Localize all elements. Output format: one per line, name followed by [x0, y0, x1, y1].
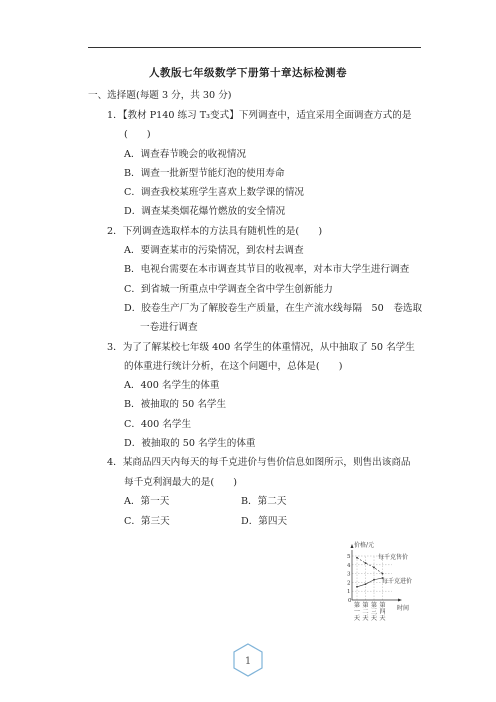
x-tick-label: 天 — [370, 615, 378, 623]
cost-price-legend: 每千克进价 — [382, 578, 413, 585]
data-point — [356, 557, 358, 559]
chart-series — [356, 557, 383, 588]
question-2-option-a: A．要调查某市的污染情况，到农村去调查 — [124, 245, 304, 256]
x-tick-label: 四 — [379, 608, 386, 616]
question-2-stem: 2．下列调查选取样本的方法具有随机性的是( ) — [107, 226, 323, 237]
question-2-option-b: B．电视台需要在本市调查其节目的收视率，对本市大学生进行调查 — [124, 264, 410, 275]
x-tick-label: 第 — [353, 602, 361, 609]
x-tick-label: 天 — [379, 615, 386, 623]
origin-label: 0 — [348, 598, 352, 604]
question-4-stem: 4．某商品四天内每天的每千克进价与售价信息如图所示，则售出该商品 — [107, 457, 411, 468]
sell-price-legend: 每千克售价 — [378, 554, 409, 561]
y-tick-label: 1 — [347, 589, 351, 596]
question-3-option-c: C．400 名学生 — [124, 419, 192, 430]
question-2-option-d-continued: 一卷进行调查 — [140, 322, 198, 333]
question-1-option-a: A．调查春节晚会的收视情况 — [124, 149, 247, 160]
x-tick-label: 二 — [362, 608, 369, 616]
data-point — [382, 573, 384, 575]
question-4-stem-continued: 每千克利润最大的是( ) — [124, 477, 238, 488]
x-tick-label: 第 — [362, 602, 369, 609]
question-3-stem: 3．为了了解某校七年级 400 名学生的体重情况，从中抽取了 50 名学生 — [107, 342, 415, 353]
x-axis-label: 时间 — [397, 605, 410, 612]
y-tick-label: 5 — [347, 554, 351, 560]
question-3-option-a: A．400 名学生的体重 — [124, 380, 220, 391]
question-4-option-c: C．第三天 — [124, 516, 170, 527]
question-1-option-b: B．调查一批新型节能灯泡的使用寿命 — [124, 168, 285, 179]
question-4-option-a: A．第一天 — [124, 496, 170, 507]
data-point — [373, 579, 375, 581]
cost-price-line — [357, 578, 383, 587]
question-1-option-c: C．调查我校某班学生喜欢上数学课的情况 — [124, 187, 305, 198]
page-number-badge-icon — [233, 643, 263, 677]
section-heading: 一、选择题(每题 3 分，共 30 分) — [88, 90, 232, 101]
header-rule — [88, 47, 421, 48]
page-number: 1 — [244, 656, 252, 667]
question-1-option-d: D．调查某类烟花爆竹燃放的安全情况 — [124, 206, 286, 217]
question-3-stem-continued: 的体重进行统计分析，在这个问题中，总体是( ) — [124, 361, 343, 372]
page-title: 人教版七年级数学下册第十章达标检测卷 — [149, 67, 347, 79]
question-1-answer-blank: ( ) — [124, 129, 151, 140]
x-tick-label: 第 — [370, 602, 378, 609]
question-1-stem: 1．【教材 P140 练习 T₃变式】下列调查中，适宜采用全面调查方式的是 — [107, 110, 412, 121]
data-point — [373, 567, 375, 569]
data-point — [356, 586, 358, 588]
y-axis-label: 价格/元 — [354, 542, 375, 549]
x-tick-labels — [354, 601, 386, 622]
y-tick-label: 2 — [347, 580, 351, 587]
question-4-option-b: B．第二天 — [241, 496, 287, 507]
x-tick-label: 一 — [353, 608, 361, 616]
price-line-chart — [340, 538, 435, 626]
x-tick-label: 天 — [362, 615, 369, 623]
y-tick-labels — [347, 554, 351, 595]
data-point — [365, 562, 367, 564]
x-tick-label: 三 — [370, 608, 378, 616]
x-tick-label: 天 — [353, 615, 361, 623]
x-tick-label: 第 — [379, 602, 386, 609]
y-tick-label: 4 — [347, 562, 351, 569]
x-axis-arrow — [398, 599, 402, 602]
y-tick-label: 3 — [347, 571, 351, 578]
question-2-option-d: D．胶卷生产厂为了解胶卷生产质量，在生产流水线每隔 50 卷选取 — [124, 303, 423, 314]
data-point — [365, 583, 367, 585]
question-2-option-c: C．到省城一所重点中学调查全省中学生创新能力 — [124, 284, 333, 295]
question-3-option-b: B．被抽取的 50 名学生 — [124, 399, 227, 410]
question-4-option-d: D．第四天 — [241, 516, 288, 527]
question-3-option-d: D．被抽取的 50 名学生的体重 — [124, 438, 256, 449]
